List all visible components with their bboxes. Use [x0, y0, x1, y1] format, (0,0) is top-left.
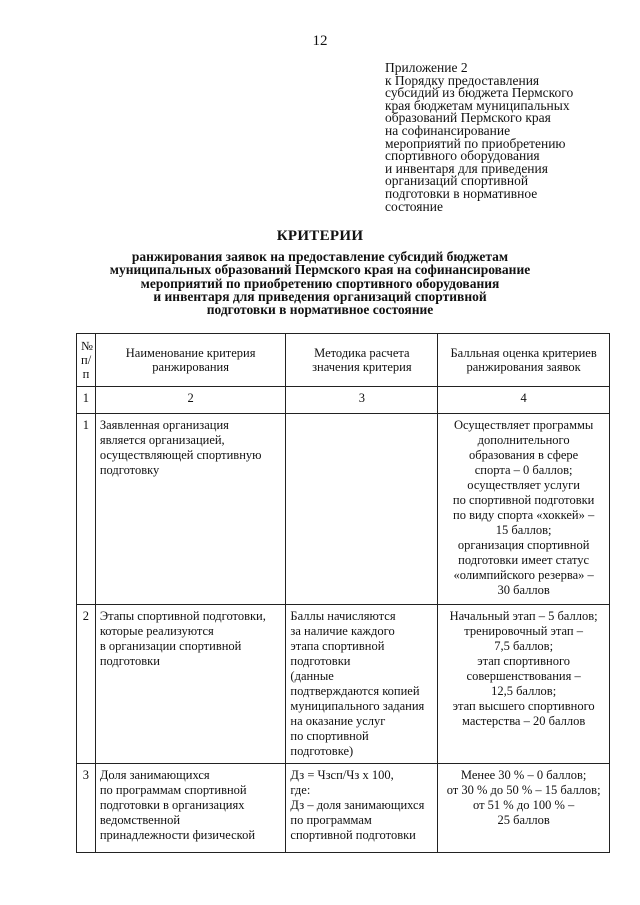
column-index: 2 — [95, 387, 286, 414]
document-subtitle: ранжирования заявок на предоставление субсидий бюджетам муниципальных образований Пермского края на софинансирование мероприятий по приобретению спортивного оборудования и инвентаря для приведения организаций спортивной подготовки в нормативное состояние — [109, 249, 531, 318]
header-criterion-name: Наименование критерия ранжирования — [95, 334, 286, 387]
document-title: КРИТЕРИИ — [276, 228, 364, 244]
table-row — [77, 764, 610, 853]
row-number: 2 — [77, 605, 96, 764]
calc-method — [286, 414, 438, 605]
table-row — [77, 605, 610, 764]
criterion-name: Этапы спортивной подготовки, которые реализуются в организации спортивной подготовки — [95, 605, 286, 764]
header-score: Балльная оценка критериев ранжирования заявок — [438, 334, 610, 387]
calc-method: Баллы начисляются за наличие каждого этапа спортивной подготовки (данные подтверждаются копией муниципального задания на оказание услуг по спортивной подготовке) — [286, 605, 438, 764]
row-number: 3 — [77, 764, 96, 853]
page-number: 12 — [312, 33, 328, 49]
row-number: 1 — [77, 414, 96, 605]
table-header-row — [77, 334, 610, 387]
column-index: 3 — [286, 387, 438, 414]
table-row — [77, 414, 610, 605]
column-index-row — [77, 387, 610, 414]
criterion-name: Заявленная организация является организацией, осуществляющей спортивную подготовку — [95, 414, 286, 605]
header-calc-method: Методика расчета значения критерия — [286, 334, 438, 387]
score-description: Начальный этап – 5 баллов; тренировочный этап – 7,5 баллов; этап спортивного совершенствования – 12,5 баллов; этап высшего спортивного мастерства – 20 баллов — [438, 605, 610, 764]
criteria-table — [76, 333, 610, 853]
header-number: № п/п — [77, 334, 96, 387]
score-description: Осуществляет программы дополнительного образования в сфере спорта – 0 баллов; осуществляет услуги по спортивной подготовки по виду спорта «хоккей» – 15 баллов; организация спортивной подготовки имеет статус «олимпийского резерва» – 30 баллов — [438, 414, 610, 605]
score-description: Менее 30 % – 0 баллов; от 30 % до 50 % – 15 баллов; от 51 % до 100 % – 25 баллов — [438, 764, 610, 853]
appendix-note: Приложение 2 к Порядку предоставления субсидий из бюджета Пермского края бюджетам муниципальных образований Пермского края на софинансирование мероприятий по приобретению спортивного оборудования и инвентаря для приведения организаций спортивной подготовки в нормативное состояние — [385, 60, 574, 214]
column-index: 4 — [438, 387, 610, 414]
column-index: 1 — [77, 387, 96, 414]
calc-method: Дз = Чзсп/Чз х 100, где: Дз – доля занимающихся по программам спортивной подготовки — [286, 764, 438, 853]
criterion-name: Доля занимающихся по программам спортивной подготовки в организациях ведомственной принадлежности физической — [95, 764, 286, 853]
